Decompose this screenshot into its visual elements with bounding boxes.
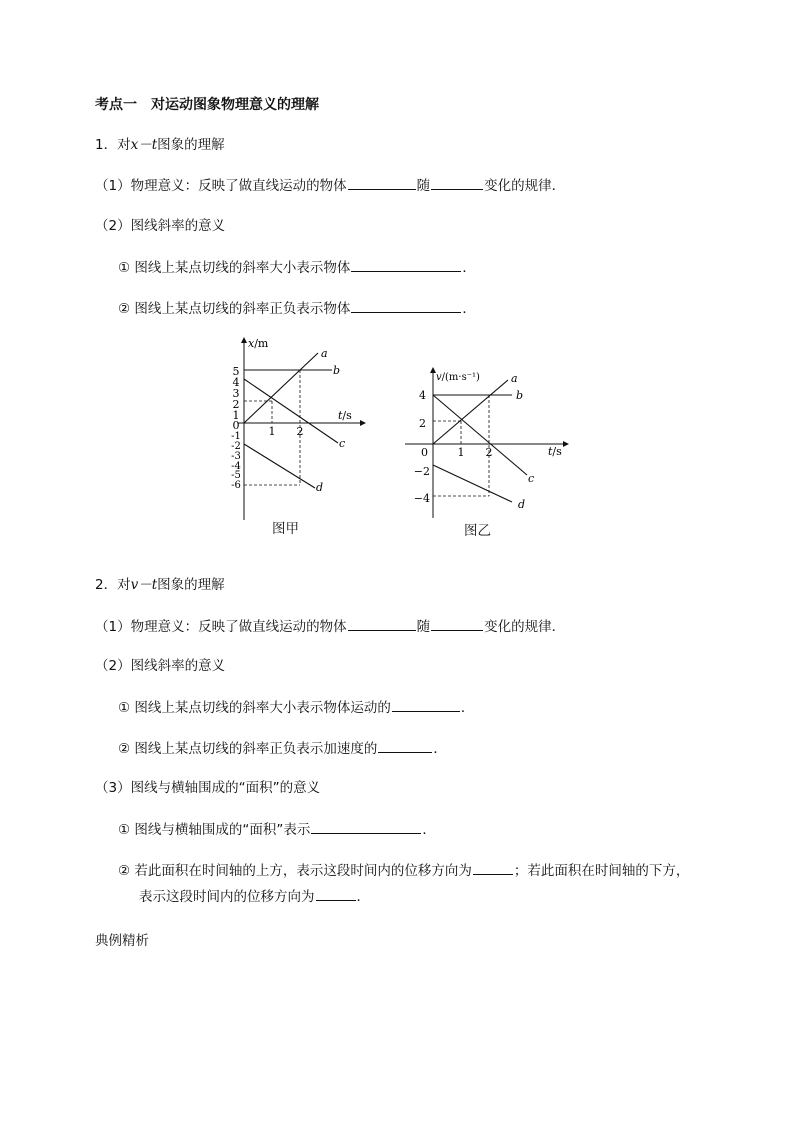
line-a-label: a [511,372,518,385]
xt-graph [220,335,370,525]
xt-xtick: 1 [268,425,276,438]
blank [378,738,432,753]
vt-ytick: −4 [413,492,430,505]
vt-ytick: 0 [421,446,428,459]
vt-xtick: 2 [485,446,493,459]
line-c [244,379,338,443]
xt-xlabel: t/s [338,409,352,422]
part2-item-4-line2 [139,886,370,907]
vt-xtick: 1 [457,446,465,459]
line-a-label: a [321,347,328,360]
xt-ytick: 1 [232,409,240,422]
part2-item-4-mid: ；若此面积在时间轴的下方， [513,863,690,879]
part1-meaning-post: 变化的规律． [484,178,566,194]
xt-xtick: 2 [296,425,304,438]
part2-meaning [95,616,565,637]
part2-item-3-text: ① 图线与横轴围成的“面积”表示 [118,822,311,838]
part2-area-heading: （3）图线与横轴围成的“面积”的意义 [95,780,321,796]
part1-item-1-post: ． [462,260,476,276]
part1-meaning-mid: 随 [416,178,431,194]
line-c-label: c [339,437,346,450]
part2-item-4-line2-text: 表示这段时间内的位移方向为 [139,889,315,905]
part1-heading [95,135,225,155]
part2-item-3 [118,819,436,840]
part1-heading-tail: 图象的理解 [157,137,225,153]
line-d-label: d [518,498,526,511]
vt-graph [400,365,575,523]
part1-slope-heading: （2）图线斜率的意义 [95,218,226,234]
part2-item-2-text: ② 图线上某点切线的斜率正负表示加速度的 [118,741,378,757]
part1-meaning [95,175,565,196]
part2-meaning-mid: 随 [416,619,431,635]
xt-ytick: -3 [231,451,241,462]
part2-slope-heading: （2）图线斜率的意义 [95,658,226,674]
part2-heading [95,575,225,595]
blank [431,175,483,190]
blank [348,616,416,631]
line-a [244,353,318,423]
xt-ytick: 2 [232,398,240,411]
line-c [433,395,527,475]
part2-item-2-post: ． [433,741,447,757]
line-b-label: b [333,364,341,377]
xt-ytick: -5 [231,470,241,481]
part1-heading-num: 1．对 [95,137,131,153]
part1-item-2-post: ． [462,301,476,317]
part2-item-1-post: ． [460,700,475,716]
blank [351,298,461,313]
xt-ytick: 5 [232,365,240,378]
part1-item-1-text: ① 图线上某点切线的斜率大小表示物体 [118,260,351,276]
part1-item-2-text: ② 图线上某点切线的斜率正负表示物体 [118,301,351,317]
blank [431,616,483,631]
xt-ytick: 0 [232,419,240,432]
part2-heading-num: 2．对 [95,577,131,593]
xt-ytick: 4 [232,376,240,389]
part2-heading-var: v－t [130,577,158,593]
part1-item-1 [118,257,476,278]
line-a [433,380,508,444]
part1-heading-var: x－t [130,137,158,153]
vt-ytick: −2 [413,465,430,478]
line-c-label: c [528,472,535,485]
vt-ylabel: v/(m·s⁻¹) [436,372,480,383]
part2-item-3-post: ． [422,822,436,838]
blank [351,257,461,272]
part2-item-4-line2-post: ． [356,889,370,905]
xt-ytick: -2 [231,441,241,452]
xt-ytick: 3 [232,387,240,400]
part2-item-2 [118,738,447,759]
vt-xlabel: t/s [548,445,562,458]
blank [392,697,460,712]
caption-right: 图乙 [464,523,491,539]
footer-heading: 典例精析 [95,933,149,949]
line-b-label: b [516,389,524,402]
part2-meaning-text: （1）物理意义：反映了做直线运动的物体 [95,619,347,635]
part2-item-1-text: ① 图线上某点切线的斜率大小表示物体运动的 [118,700,391,716]
xt-ytick: -6 [231,480,241,491]
blank [311,819,421,834]
part2-heading-tail: 图象的理解 [157,577,225,593]
line-d [433,465,512,502]
part2-item-1 [118,697,474,718]
caption-left: 图甲 [272,521,299,537]
part1-meaning-text: （1）物理意义：反映了做直线运动的物体 [95,178,347,194]
part2-item-4-text: ② 若此面积在时间轴的上方，表示这段时间内的位移方向为 [118,863,472,879]
line-d-label: d [316,481,324,494]
blank [348,175,416,190]
part1-item-2 [118,298,476,319]
vt-ytick: 2 [419,417,426,430]
blank [316,886,356,901]
xt-ytick: -4 [231,461,241,472]
vt-ytick: 4 [419,389,426,402]
blank [473,860,513,875]
part2-item-4 [118,860,689,881]
xt-ytick: -1 [231,431,241,442]
part2-meaning-post: 变化的规律． [484,619,566,635]
xt-ylabel: x/m [248,337,269,350]
section-title: 考点一 对运动图象物理意义的理解 [95,97,319,113]
line-d [244,444,315,488]
